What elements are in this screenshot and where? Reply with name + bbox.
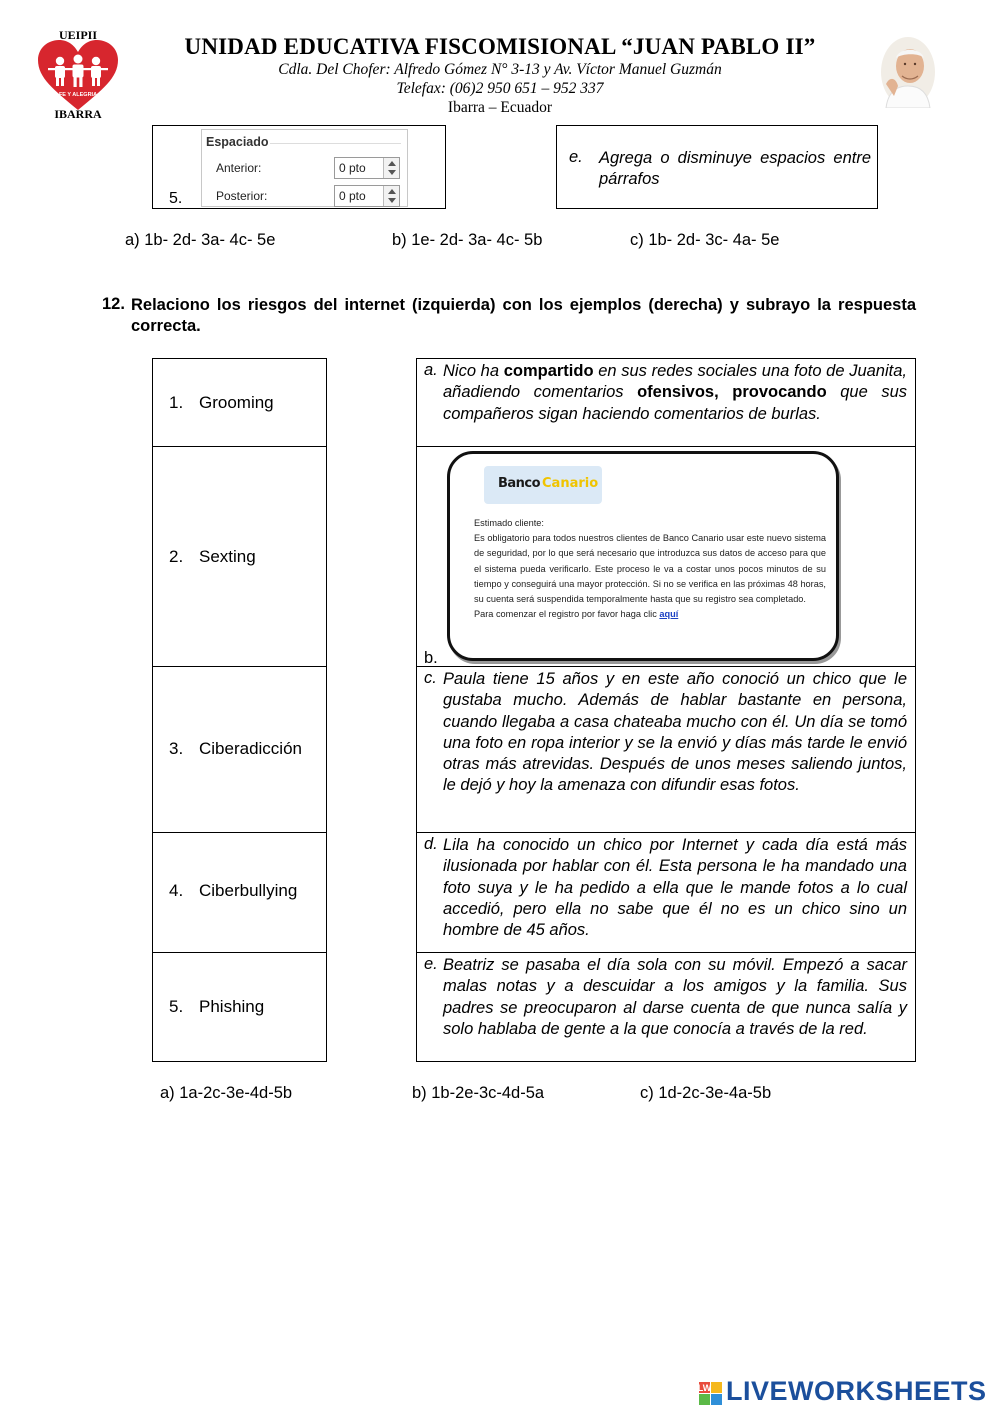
spacing-panel-image xyxy=(201,129,408,207)
risk-number: 1. xyxy=(169,393,184,412)
example-letter: e. xyxy=(424,955,438,973)
school-city: Ibarra – Ecuador xyxy=(447,99,553,116)
q11-option-a[interactable]: a) 1b- 2d- 3a- 4c- 5e xyxy=(125,231,276,249)
email-cta: Para comenzar el registro por favor haga clic aquí xyxy=(474,609,679,620)
risk-number: 5. xyxy=(169,997,184,1016)
example-letter: d. xyxy=(424,835,438,853)
logo-top-text: UEIPII xyxy=(58,28,98,42)
spacing-legend: Espaciado xyxy=(206,135,269,149)
risk-label: Phishing xyxy=(199,997,265,1016)
example-cell-d xyxy=(417,833,915,953)
school-title: UNIDAD EDUCATIVA FISCOMISIONAL “JUAN PABLO II” xyxy=(184,34,816,59)
spacing-after-label: Posterior: xyxy=(216,189,268,203)
liveworksheets-logo-icon xyxy=(698,1378,724,1408)
q12-option-b[interactable]: b) 1b-2e-3c-4d-5a xyxy=(412,1084,545,1102)
risk-number: 2. xyxy=(169,547,184,566)
spacing-after-field xyxy=(334,185,400,207)
risk-number: 4. xyxy=(169,881,184,900)
example-a-text: Nico ha compartido en sus redes sociales una foto de Juanita, añadiendo comentarios ofensivos, provocando que sus compañeros sigan haciendo comentarios de burlas. xyxy=(443,362,907,423)
q12-option-a[interactable]: a) 1a-2c-3e-4d-5b xyxy=(160,1084,293,1102)
risk-label: Grooming xyxy=(199,393,274,412)
phishing-email-image xyxy=(447,451,839,661)
q11-item-e-box xyxy=(556,125,878,209)
q11-item-5-number: 5. xyxy=(169,190,183,207)
spacing-before-label: Anterior: xyxy=(216,161,262,175)
q11-item-e-letter: e. xyxy=(569,148,583,166)
spacing-before-field xyxy=(334,157,400,179)
spin-arrows-icon xyxy=(383,158,399,178)
logo-bottom-text: IBARRA xyxy=(54,107,102,120)
risks-column xyxy=(152,358,327,1062)
example-d-text: Lila ha conocido un chico por Internet y cada día está más ilusionada por hablar con él. Esta persona le ha mandado una foto suya y le ha pedido a ella que le mande fotos a lo cual accedió, pero ella no sabe que él no es un chico sino un hombre de 45 años. xyxy=(443,836,907,940)
risk-cell-5 xyxy=(153,953,326,1061)
logo-motto-text: FE Y ALEGRIA xyxy=(58,92,98,98)
risk-label: Ciberbullying xyxy=(199,881,298,900)
example-cell-e xyxy=(417,953,915,1061)
email-text: Es obligatorio para todos nuestros clientes de Banco Canario usar este nuevo sistema de seguridad, por lo que será necesario que introduzca sus datos de acceso para que el sistema pueda verificarlo. Este proceso le va a costar unos pocos minutos de su tiempo y conseguirá una mayor protección. Si no se verifica en las próximas 48 horas, su cuenta será suspendida temporalmente hasta que su registro sea completado. xyxy=(474,533,826,605)
bank-logo xyxy=(484,466,602,504)
q11-option-c[interactable]: c) 1b- 2d- 3c- 4a- 5e xyxy=(630,231,780,249)
risk-label: Sexting xyxy=(199,547,256,566)
example-letter: a. xyxy=(424,361,438,379)
risk-label: Ciberadicción xyxy=(199,739,302,758)
example-letter: c. xyxy=(424,669,437,687)
school-phone: Telefax: (06)2 950 651 – 952 337 xyxy=(396,80,604,97)
bank-logo-word2: Canario xyxy=(542,476,599,491)
logo-letters: LW xyxy=(698,1383,712,1393)
spin-arrows-icon xyxy=(383,186,399,206)
q11-item-e-text: Agrega o disminuye espacios entre párrafos xyxy=(599,149,871,188)
email-link: aquí xyxy=(659,609,679,620)
risk-number: 3. xyxy=(169,739,184,758)
email-greeting: Estimado cliente: xyxy=(474,518,544,528)
spacing-after-value: 0 pto xyxy=(339,189,366,203)
example-c-text: Paula tiene 15 años y en este año conoció un chico que le gustaba mucho. Además de hablar bastante en persona, cuando llegaba a casa chateaba mucho con él. Un día se tomó una foto en ropa interior y se la envió y días más tarde le envió otras más atrevidas. Después de unos meses saliendo juntos, le dejó y hoy la amenaza con difundir esas fotos. xyxy=(443,670,907,795)
example-letter: b. xyxy=(424,649,438,667)
risk-cell-4 xyxy=(153,833,326,953)
q12-option-c[interactable]: c) 1d-2c-3e-4a-5b xyxy=(640,1084,772,1102)
example-cell-c xyxy=(417,667,915,833)
pope-portrait-image xyxy=(880,36,936,108)
q11-item-5-box xyxy=(152,125,446,209)
example-cell-b xyxy=(417,447,915,667)
q12-number: 12. xyxy=(102,295,125,313)
school-address: Cdla. Del Chofer: Alfredo Gómez N° 3-13 y Av. Víctor Manuel Guzmán xyxy=(278,61,722,78)
liveworksheets-brand[interactable]: LIVEWORKSHEETS xyxy=(726,1376,987,1406)
risk-cell-3 xyxy=(153,667,326,833)
email-body xyxy=(474,516,826,622)
risk-cell-1 xyxy=(153,359,326,447)
example-e-text: Beatriz se pasaba el día sola con su móvil. Empezó a sacar malas notas y a descuidar a los amigos y la familia. Sus padres se preocuparon al darse cuenta de que nunca salía y solo hablaba de gente a la que conocía a través de la red. xyxy=(443,956,907,1038)
bank-logo-word1: Banco xyxy=(498,476,541,491)
q12-prompt: Relaciono los riesgos del internet (izquierda) con los ejemplos (derecha) y subrayo la respuesta correcta. xyxy=(131,296,916,335)
q11-option-b[interactable]: b) 1e- 2d- 3a- 4c- 5b xyxy=(392,231,543,249)
example-cell-a xyxy=(417,359,915,447)
examples-column xyxy=(416,358,916,1062)
spacing-before-value: 0 pto xyxy=(339,161,366,175)
risk-cell-2 xyxy=(153,447,326,667)
